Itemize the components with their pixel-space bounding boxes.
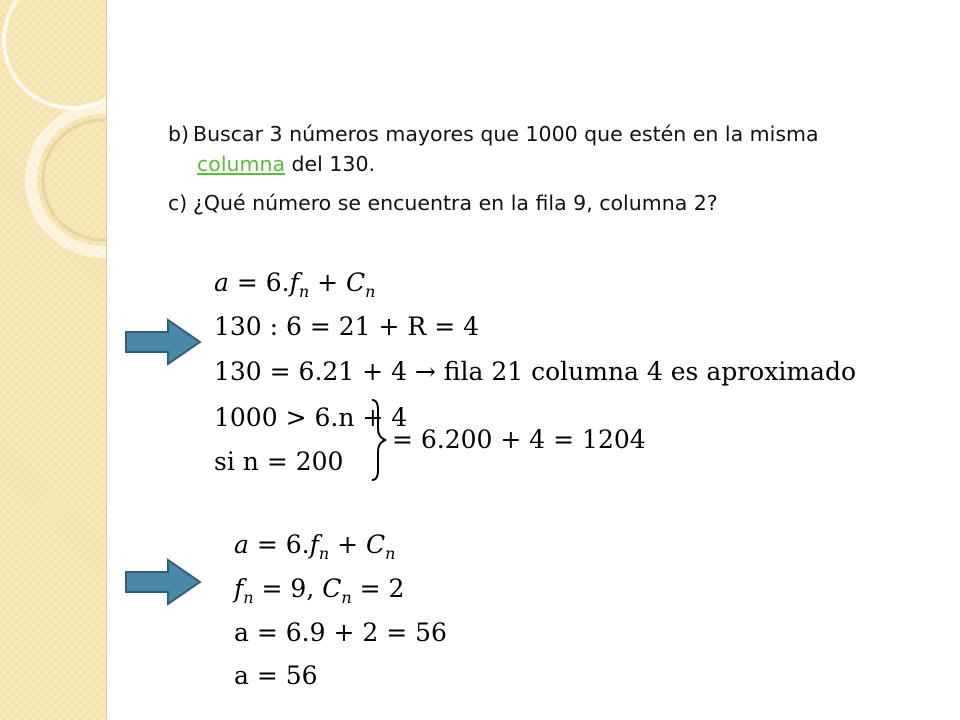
arrow-right-icon xyxy=(124,318,202,366)
formula-f-sub: n xyxy=(298,282,310,301)
question-c-label: c) xyxy=(168,191,188,215)
right-brace xyxy=(368,398,392,482)
result-line: 130 = 6.21 + 4 → fila 21 columna 4 es aproximado xyxy=(214,357,856,386)
formula-c-f-sub: n xyxy=(318,544,330,563)
brace-result: = 6.200 + 4 = 1204 xyxy=(392,425,646,454)
arrow-right-icon xyxy=(124,558,202,606)
formula-general-c xyxy=(234,530,396,563)
question-b-line-1 xyxy=(168,122,819,146)
formula-c-c: C xyxy=(366,530,386,559)
answer-line: a = 56 xyxy=(234,661,318,690)
substitution-line: a = 6.9 + 2 = 56 xyxy=(234,618,447,647)
given-c: C xyxy=(322,574,342,603)
given-values-line xyxy=(234,574,405,607)
given-c-sub: n xyxy=(341,588,352,607)
question-c-text: ¿Qué número se encuentra en la fila 9, columna 2? xyxy=(193,191,718,215)
question-c-line xyxy=(168,191,718,215)
columna-link[interactable]: columna xyxy=(197,152,286,176)
formula-general-b xyxy=(214,268,376,301)
given-f: f xyxy=(234,574,244,603)
formula-c-sub: n xyxy=(365,282,376,301)
formula-plus: + xyxy=(309,268,347,297)
formula-f: f xyxy=(289,268,299,297)
question-b-label: b) xyxy=(168,122,190,146)
given-c-val: = 2 xyxy=(351,574,405,603)
inequality-line: 1000 > 6.n + 4 xyxy=(214,403,408,432)
given-f-val: = 9, xyxy=(253,574,323,603)
question-b-text-end: del 130. xyxy=(285,152,376,176)
formula-c-eq: = 6. xyxy=(248,530,310,559)
given-f-sub: n xyxy=(243,588,254,607)
formula-c-f: f xyxy=(309,530,319,559)
division-line: 130 : 6 = 21 + R = 4 xyxy=(214,312,480,341)
formula-eq: = 6. xyxy=(228,268,290,297)
question-b-text: Buscar 3 números mayores que 1000 que estén en la misma xyxy=(193,122,819,146)
question-b-line-2 xyxy=(197,152,375,176)
formula-c-a: a xyxy=(234,530,249,559)
formula-c-plus: + xyxy=(329,530,367,559)
condition-line: si n = 200 xyxy=(214,447,344,476)
formula-c-c-sub: n xyxy=(385,544,396,563)
formula-c: C xyxy=(346,268,366,297)
formula-a: a xyxy=(214,268,229,297)
